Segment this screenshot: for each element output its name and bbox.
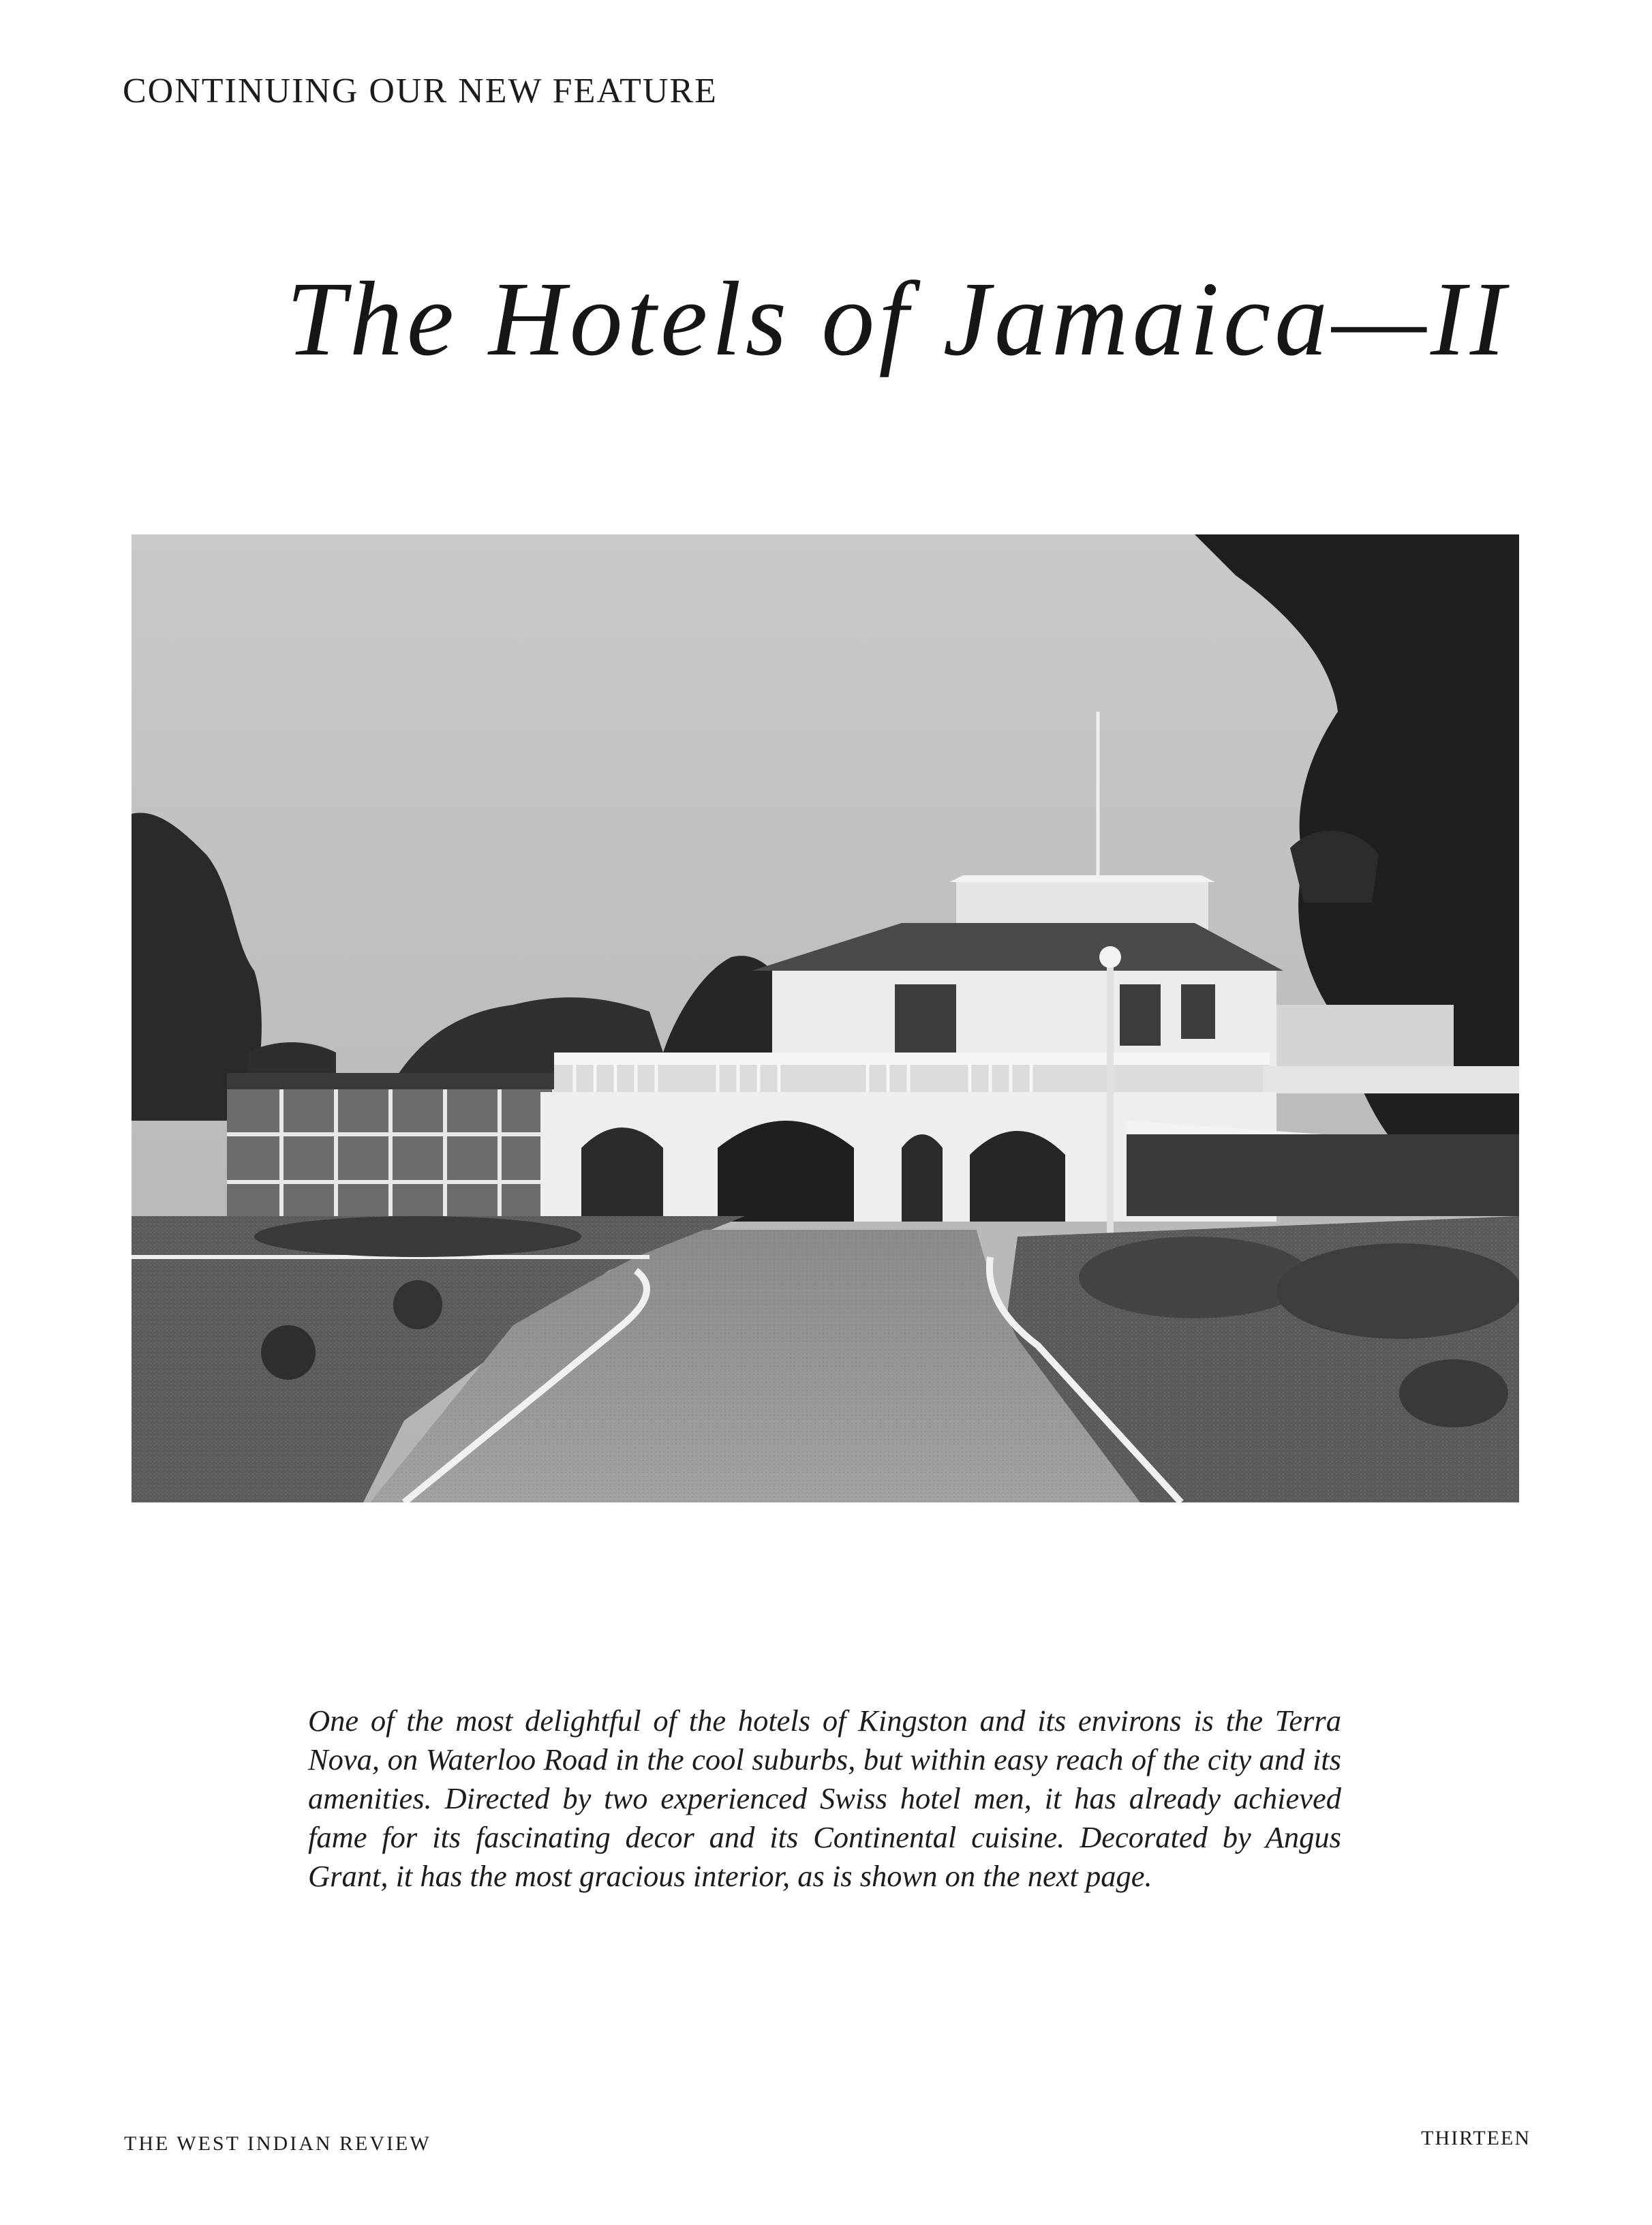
page-number: THIRTEEN [1421,2127,1531,2149]
hotel-photo-icon [132,534,1519,1502]
section-kicker: CONTINUING OUR NEW FEATURE [123,72,718,110]
hotel-photograph [132,534,1519,1502]
publication-name: THE WEST INDIAN REVIEW [124,2132,431,2155]
article-title: The Hotels of Jamaica—II [286,260,1510,378]
photo-caption: One of the most delightful of the hotels of Kingston and its environs is the Terra Nova, on Waterloo Road in the cool suburbs, but within easy reach of the city and its amenities. Directed by two experienced Swiss hotel men, it has already achieved fame for its fascinating decor and its Continental cuisine. Decorated by Angus Grant, it has the most gracious interior, as is shown on the next page. [308,1704,1341,1893]
